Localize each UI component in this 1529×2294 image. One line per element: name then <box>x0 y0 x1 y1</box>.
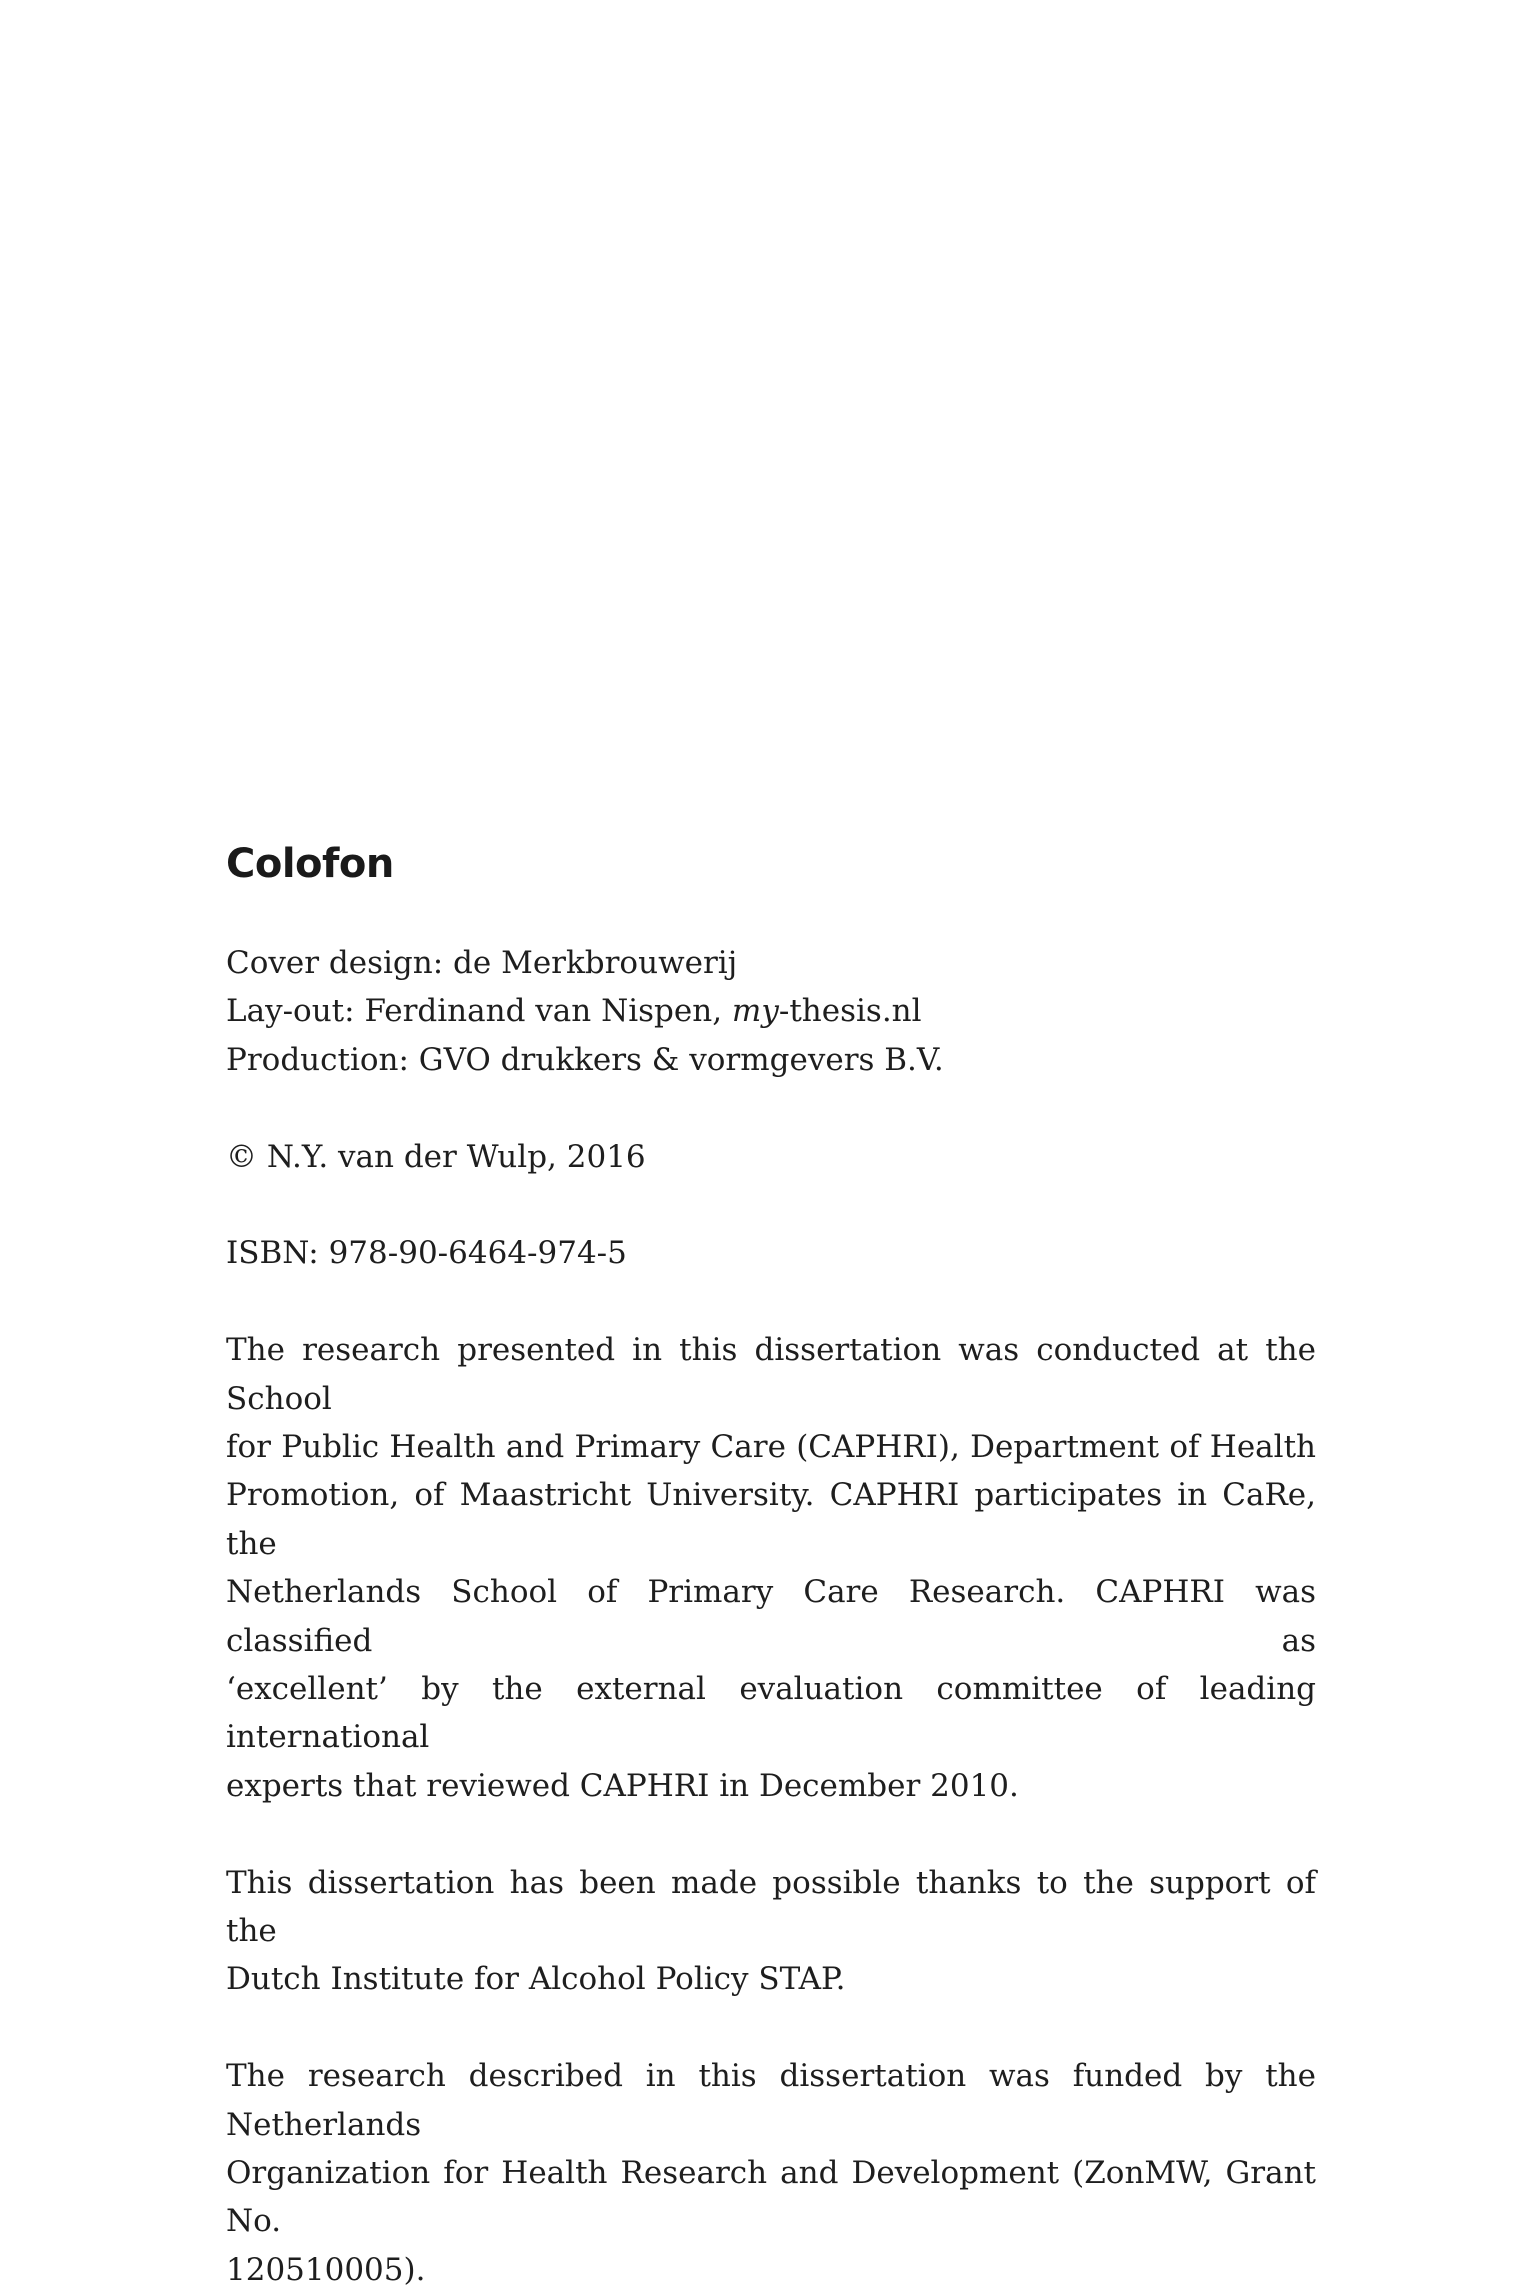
layout-line <box>226 987 1316 1035</box>
credits-block <box>226 939 1316 1084</box>
research-line: for Public Health and Primary Care (CAPHRI), Department of Health <box>226 1429 1316 1466</box>
support-paragraph <box>226 1859 1316 2004</box>
layout-suffix: -thesis.nl <box>778 993 922 1030</box>
research-line: The research presented in this dissertation was conducted at the School <box>226 1332 1316 1417</box>
support-line: Dutch Institute for Alcohol Policy STAP. <box>226 1961 846 1998</box>
research-line: Promotion, of Maastricht University. CAPHRI participates in CaRe, the <box>226 1477 1316 1562</box>
research-line: Netherlands School of Primary Care Research. CAPHRI was classified as <box>226 1574 1316 1659</box>
funding-line: Organization for Health Research and Development (ZonMW, Grant No. <box>226 2155 1316 2240</box>
colofon-section <box>226 840 1316 2294</box>
funding-line: The research described in this dissertation was funded by the Netherlands <box>226 2058 1316 2143</box>
production-line: Production: GVO drukkers & vormgevers B.V. <box>226 1041 944 1078</box>
funding-line: 120510005). <box>226 2251 426 2288</box>
colofon-title: Colofon <box>226 841 394 887</box>
research-paragraph <box>226 1326 1316 1810</box>
layout-italic: my <box>731 993 779 1030</box>
layout-prefix: Lay-out: Ferdinand van Nispen, <box>226 993 732 1030</box>
research-line: experts that reviewed CAPHRI in December 2010. <box>226 1767 1019 1804</box>
research-line: ‘excellent’ by the external evaluation committee of leading international <box>226 1671 1316 1756</box>
cover-design-line: Cover design: de Merkbrouwerij <box>226 945 738 981</box>
funding-paragraph <box>226 2052 1316 2294</box>
copyright-notice <box>226 1133 1316 1181</box>
support-line: This dissertation has been made possible thanks to the support of the <box>226 1864 1316 1950</box>
isbn-line: ISBN: 978-90-6464-974-5 <box>226 1235 627 1272</box>
isbn-block <box>226 1229 1316 1277</box>
copyright-line: © N.Y. van der Wulp, 2016 <box>226 1138 646 1175</box>
